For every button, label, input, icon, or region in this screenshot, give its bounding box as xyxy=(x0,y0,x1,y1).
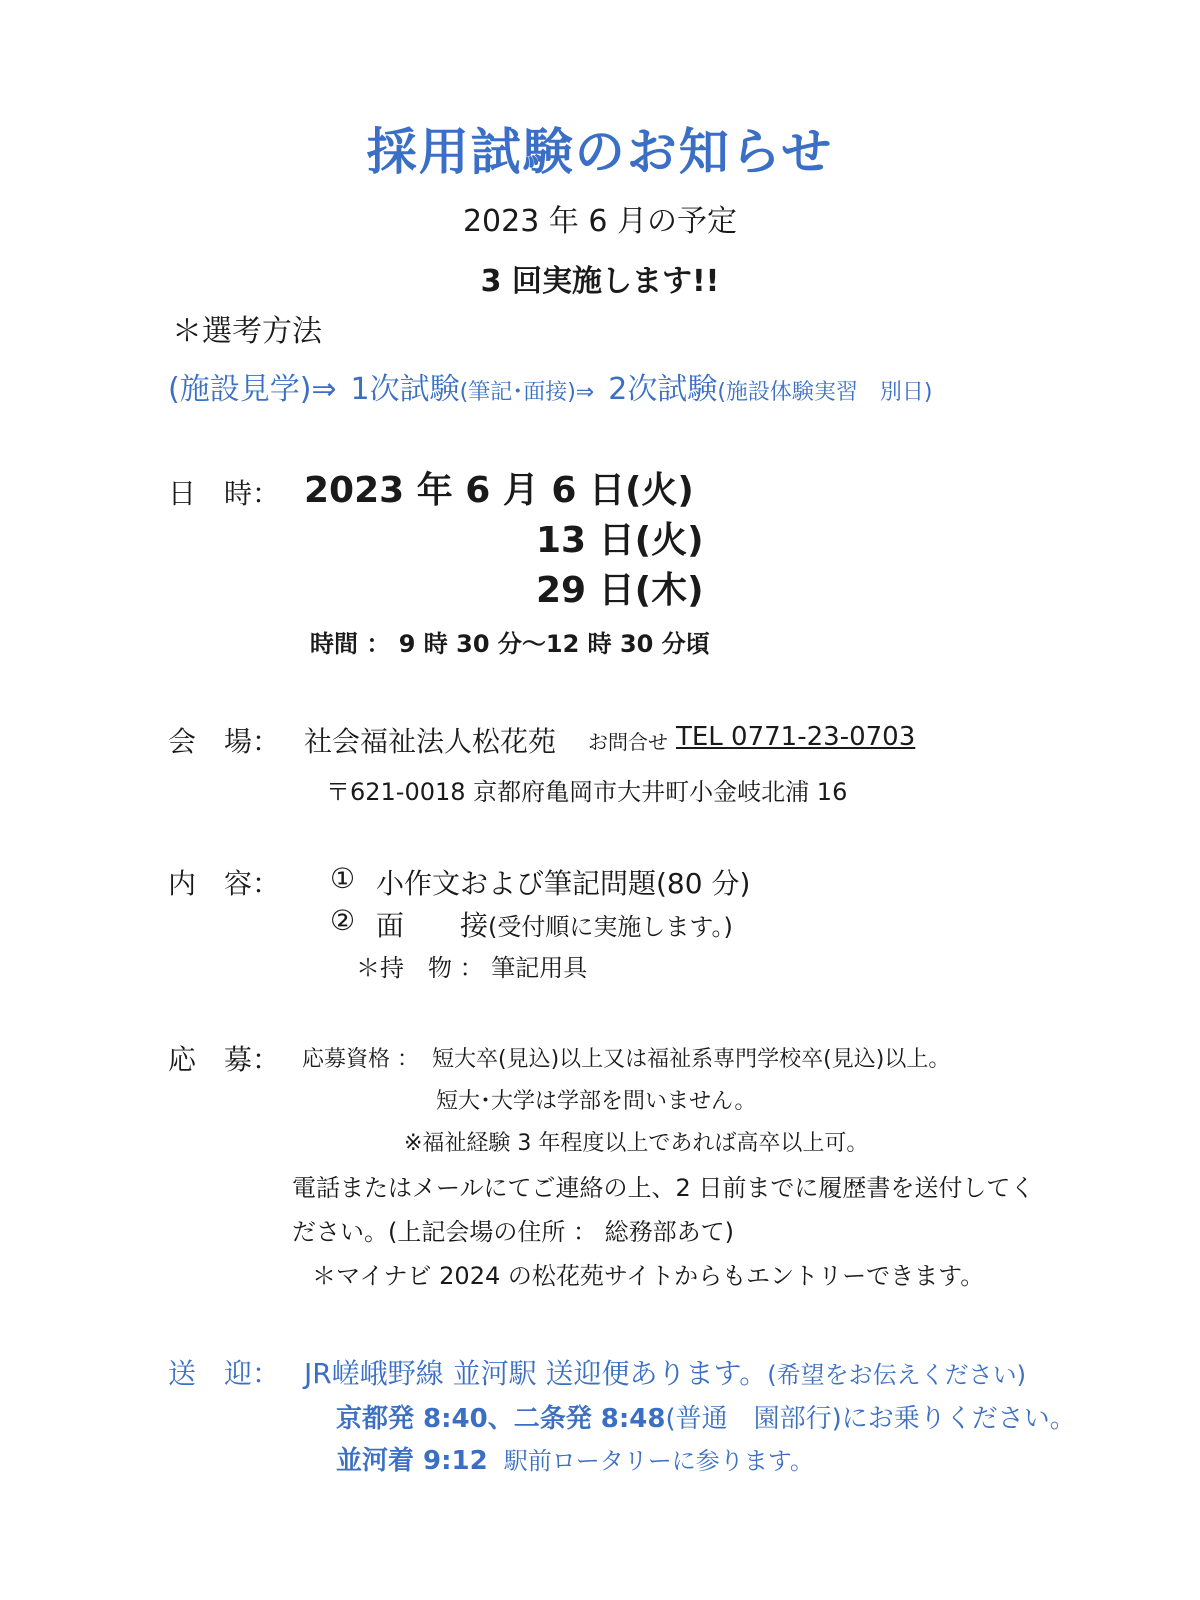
application-instructions-1: 電話またはメールにてご連絡の上、2 日前までに履歴書を送付してく xyxy=(292,1174,1035,1202)
application-qual-note-1: 短大･大学は学部を問いません。 xyxy=(436,1089,757,1114)
headline: 3 回実施します!! xyxy=(480,264,720,299)
transport-line-row xyxy=(304,1352,1026,1392)
transport-arrive: 並河着 9:12 xyxy=(336,1446,488,1476)
schedule-time: 時間 ： 9 時 30 分～12 時 30 分頃 xyxy=(310,630,710,658)
transport-label: 送 迎： xyxy=(168,1357,281,1390)
content-item2-note: (受付順に実施します。) xyxy=(488,913,733,941)
selection-step2-note: (筆記･面接)⇒ xyxy=(459,380,595,405)
application-qual-label: 応募資格 ： xyxy=(302,1047,419,1072)
application-qual-note-2: ※福祉経験 3 年程度以上であれば高卒以上可。 xyxy=(404,1131,869,1156)
venue-name: 社会福祉法人松花苑 xyxy=(304,725,557,758)
content-belongings: ＊持 物 ： 筆記用具 xyxy=(356,954,588,982)
contact-tel[interactable]: TEL 0771-23-0703 xyxy=(676,722,916,752)
subtitle: 2023 年 6 月の予定 xyxy=(462,204,738,239)
content-item1: 小作文および筆記問題(80 分) xyxy=(376,867,751,900)
transport-arrive-note: 駅前ロータリーに参ります。 xyxy=(503,1447,814,1475)
application-label: 応 募： xyxy=(168,1043,281,1076)
selection-step3-note: (施設体験実習 別日) xyxy=(717,380,933,405)
content-item1-number: ① xyxy=(330,862,356,895)
application-mynavi: ＊マイナビ 2024 の松花苑サイトからもエントリーできます。 xyxy=(312,1262,985,1290)
selection-heading: ＊選考方法 xyxy=(172,314,322,349)
transport-arrive-row xyxy=(336,1440,814,1477)
transport-depart: 京都発 8:40、二条発 8:48 xyxy=(336,1404,666,1434)
application-instructions-2: ださい。(上記会場の住所 ： 総務部あて) xyxy=(292,1218,734,1246)
selection-flow xyxy=(168,364,933,408)
venue-label: 会 場： xyxy=(168,725,281,758)
schedule-date-1: 2023 年 6 月 6 日(火) xyxy=(304,470,694,511)
transport-depart-row xyxy=(336,1398,1076,1435)
content-item2-label: 面 接 xyxy=(376,909,489,942)
schedule-date-2: 13 日(火) xyxy=(536,520,704,561)
transport-line-note: (希望をお伝えください) xyxy=(767,1361,1027,1389)
transport-line: JR嵯峨野線 並河駅 送迎便あります。 xyxy=(304,1357,768,1390)
content-item2-number: ② xyxy=(330,904,356,937)
selection-step1: (施設見学)⇒ xyxy=(168,372,337,407)
content-item2 xyxy=(376,904,733,944)
contact-label: お問合せ xyxy=(588,730,668,754)
schedule-date-3: 29 日(木) xyxy=(536,570,704,611)
transport-depart-note: (普通 園部行)にお乗りください。 xyxy=(665,1404,1076,1434)
selection-step2: 1次試験 xyxy=(350,372,460,407)
page-title: 採用試験のお知らせ xyxy=(366,123,834,181)
schedule-label: 日 時： xyxy=(168,477,281,510)
application-qual: 短大卒(見込)以上又は福祉系専門学校卒(見込)以上。 xyxy=(432,1047,951,1072)
content-label: 内 容： xyxy=(168,867,281,900)
venue-address: 〒621-0018 京都府亀岡市大井町小金岐北浦 16 xyxy=(326,778,848,806)
selection-step3: 2次試験 xyxy=(608,372,718,407)
